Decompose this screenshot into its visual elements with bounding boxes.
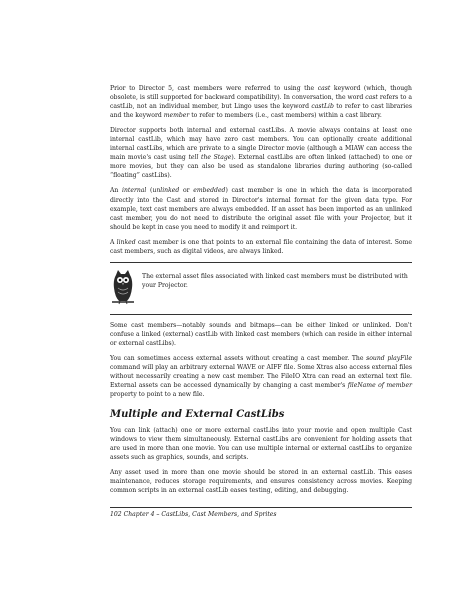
text: to refer to members (i.e., cast members) within a cast library.	[189, 112, 382, 120]
emphasis: internal	[122, 187, 147, 195]
text: Some cast members—notably sounds and bitmaps—can be either linked or unlinked. Don't confuse a linked (external) castLib with linked cast members (which can reside in either internal or external castLibs).	[110, 321, 412, 347]
note-text: The external asset files associated with linked cast members must be distributed with your Projector.	[142, 272, 408, 289]
paragraph-internal-member	[110, 186, 412, 231]
text: You can link (attach) one or more external castLibs into your movie and open multiple Cast windows to view them simultaneously. External castLibs are convenient for holding assets that are used in more than one movie. You can use multiple internal or external castLibs to organize assets such as graphics, sounds, and scripts.	[110, 427, 412, 462]
text: Any asset used in more than one movie should be stored in an external castLib. This eases maintenance, reduces storage requirements, and ensures consistency across movies. Keeping common scripts in an external castLib eases testing, editing, and debugging.	[110, 469, 412, 495]
text: ) cast member is one in which the data is incorporated directly into the Cast and stored in Director's internal format for the given data type. For example, text cast members are always embedded. If an asset has been imported as an unlinked cast member, you do not need to distribute the original asset file with your Projector, but it should be kept in case you need to modify it and reimport it.	[110, 187, 412, 231]
text: You can sometimes access external assets without creating a cast member. The	[110, 354, 367, 362]
paragraph-internal-external	[110, 126, 412, 180]
paragraph-linked-unlinked	[110, 321, 412, 348]
emphasis: cast	[365, 94, 378, 102]
text: keyword (which, though obsolete, is still supported for backward compatibility). In conversation, the word	[110, 85, 412, 102]
paragraph-shared-assets	[110, 468, 412, 495]
text: (	[146, 187, 153, 195]
paragraph-cast-keyword	[110, 84, 412, 120]
note-box	[110, 262, 412, 315]
emphasis: cast	[317, 85, 331, 92]
text: An	[110, 187, 123, 195]
emphasis: member	[163, 112, 190, 120]
emphasis: linked	[116, 238, 136, 246]
text: A	[110, 238, 117, 246]
paragraph-multiple-castlibs	[110, 426, 412, 462]
text: Prior to Director 5, cast members were referred to using the	[110, 85, 318, 92]
emphasis: sound playFile	[366, 354, 412, 362]
emphasis: fileName of member	[347, 382, 412, 390]
text: or	[179, 187, 194, 195]
text: cast member is one that points to an external file containing the data of interest. Some cast members, such as digital videos, are always linked.	[110, 238, 412, 255]
page-footer: 102 Chapter 4 – CastLibs, Cast Members, and Sprites	[110, 507, 412, 519]
emphasis: castLib	[311, 103, 334, 111]
text: ). External castLibs are often linked (attached) to one or more movies, but they can also be used as standalone libraries during authoring (so-called “floating” castLibs).	[110, 154, 412, 180]
emphasis: embedded	[193, 187, 226, 195]
owl-icon	[110, 268, 136, 308]
text: to refer to cast libraries and the keyword	[110, 103, 412, 120]
text: refers to a castLib, not an individual member, but Lingo uses the keyword	[110, 94, 412, 111]
emphasis: unlinked	[152, 187, 180, 195]
text: Director supports both internal and external castLibs. A movie always contains at least one internal castLib, which may have zero cast members. You can optionally create additional internal castLibs, which are private to a single Director movie (although a MIAW can access the main movie's cast using	[110, 127, 412, 162]
page-body	[110, 84, 412, 502]
emphasis: tell the Stage	[188, 154, 232, 162]
paragraph-external-assets	[110, 354, 412, 399]
text: property to point to a new file.	[110, 391, 205, 399]
paragraph-linked-member	[110, 238, 412, 256]
text: command will play an arbitrary external WAVE or AIFF file. Some Xtras also access external files without necessarily creating a new cast member. The FileIO Xtra can read an external text file. External assets can be accessed dynamically by changing a cast member's	[110, 363, 412, 390]
section-heading: Multiple and External CastLibs	[110, 409, 285, 421]
